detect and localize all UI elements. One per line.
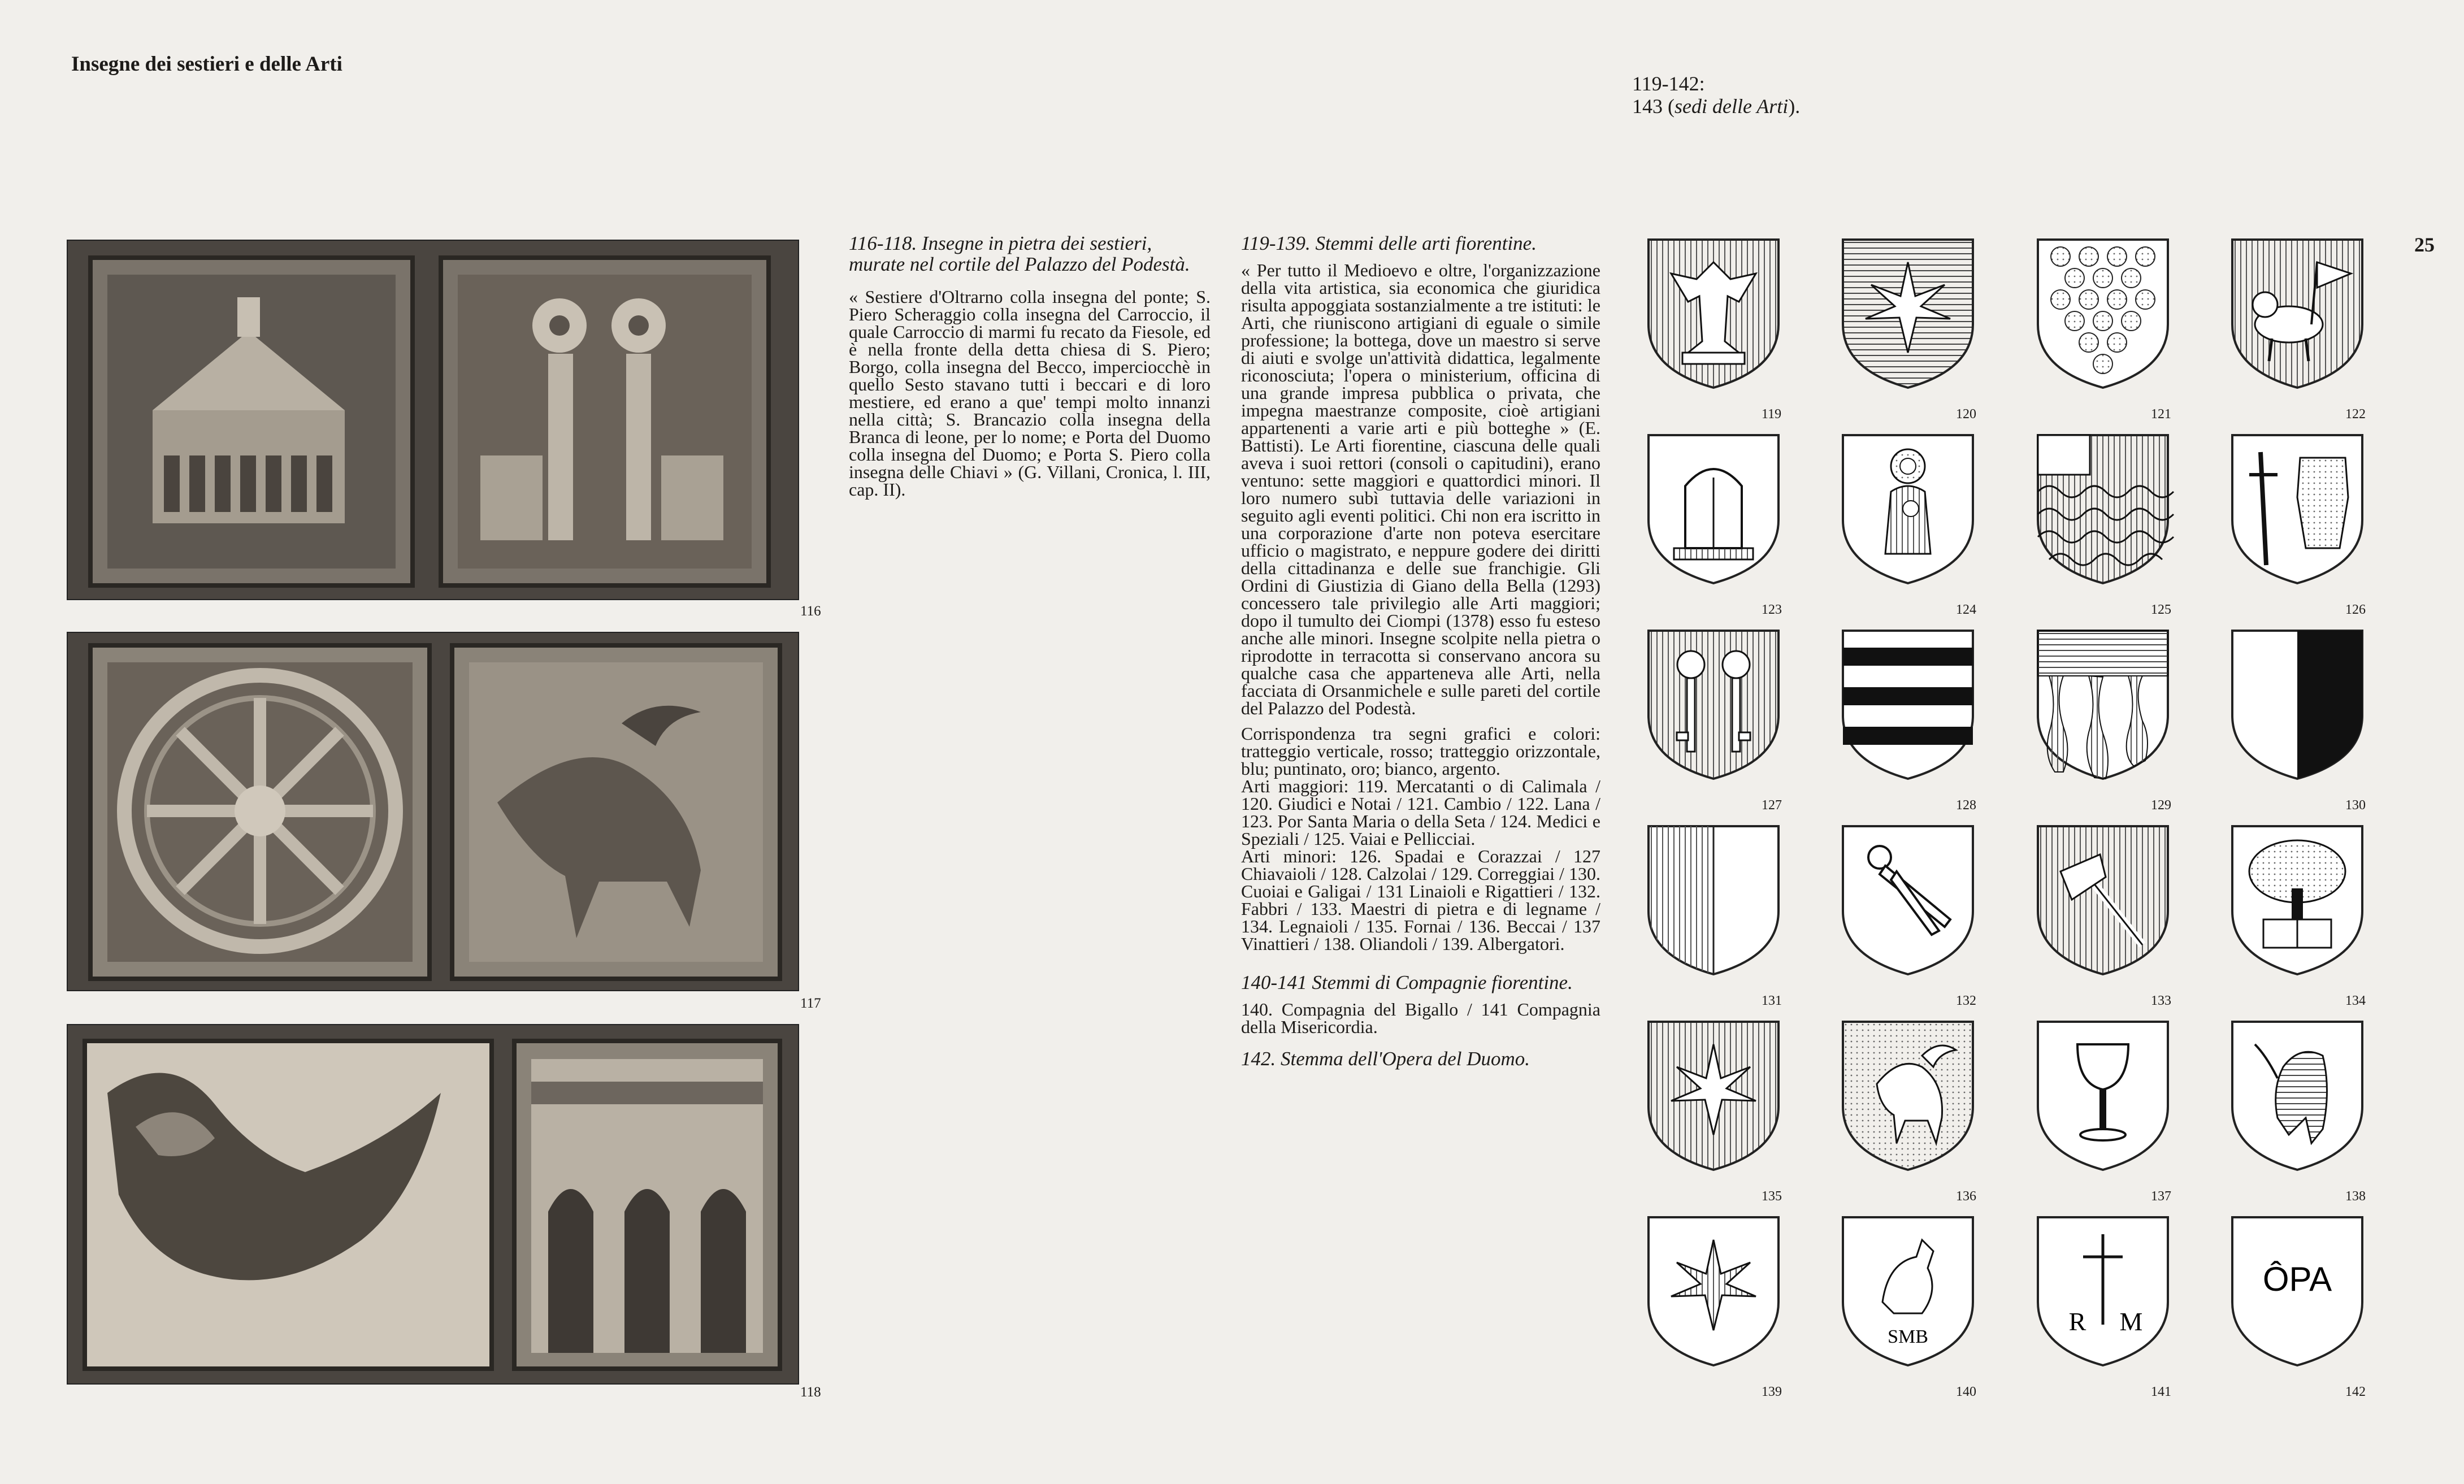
photo-117 xyxy=(67,632,799,991)
shield-133 xyxy=(2038,826,2168,974)
shield-124 xyxy=(1843,435,1973,583)
shield-138 xyxy=(2232,1022,2362,1170)
page-number: 25 xyxy=(2414,233,2435,256)
shield-number: 119 xyxy=(1762,407,1782,422)
caption-heading: 119-139. Stemmi delle arti fiorentine. xyxy=(1241,232,1537,254)
shield-number: 133 xyxy=(2151,993,2171,1008)
shield-132 xyxy=(1843,826,1973,974)
shield-130 xyxy=(2232,631,2362,779)
shields-grid xyxy=(1639,232,2391,1407)
shield-141-letter-m: M xyxy=(2119,1307,2143,1336)
shield-121 xyxy=(2038,240,2168,388)
caption-heading: 140-141 Stemmi di Compagnie fiorentine. xyxy=(1241,971,1573,993)
shield-number: 135 xyxy=(1762,1189,1782,1204)
shield-140-initials: SMB xyxy=(1888,1326,1928,1347)
photo-116-relief xyxy=(68,241,798,599)
photo-116 xyxy=(67,240,799,600)
shield-number: 121 xyxy=(2151,407,2171,422)
photo-118-relief xyxy=(68,1025,798,1383)
arti-maggiori: Arti maggiori: 119. Mercatanti o di Calimala / 120. Giudici e Notai / 121. Cambio / 122. Lana / 123. Por Santa Maria o della Seta / 124. Medici e Speziali / 125. Vaiai e Pellicciai. xyxy=(1241,776,1600,849)
photo-number: 117 xyxy=(800,996,821,1011)
shield-125 xyxy=(2038,435,2174,583)
photo-number: 118 xyxy=(800,1385,821,1400)
arti-minori: Arti minori: 126. Spadai e Corazzai / 127 Chiavaioli / 128. Calzolai / 129. Correggiai / 130. Cuoiai e Galigai / 131 Linaioli e Rigattieri / 132. Fabbri / 133. Maestri di pietra e di legname / 134. Legnaioli / 135. Fornai / 136. Beccai / 137 Vinattieri / 138. Oliandoli / 139. Albergatori. xyxy=(1241,846,1600,954)
shield-141 xyxy=(2038,1217,2168,1365)
shield-120 xyxy=(1843,240,1973,388)
shield-137 xyxy=(2038,1022,2168,1170)
shield-119 xyxy=(1649,240,1778,388)
shield-123 xyxy=(1649,435,1778,583)
shield-number: 137 xyxy=(2151,1189,2171,1204)
shield-129 xyxy=(2038,631,2168,779)
shield-number: 130 xyxy=(2345,798,2366,813)
shield-number: 127 xyxy=(1762,798,1782,813)
shield-128 xyxy=(1843,631,1973,779)
shield-number: 124 xyxy=(1956,602,1976,617)
shield-135 xyxy=(1649,1022,1778,1170)
shield-number: 128 xyxy=(1956,798,1976,813)
shield-141-letter-r: R xyxy=(2068,1307,2086,1336)
shield-number: 136 xyxy=(1956,1189,1976,1204)
cross-reference xyxy=(1632,72,1800,118)
shield-number: 122 xyxy=(2345,407,2366,422)
shield-number: 140 xyxy=(1956,1385,1976,1399)
reference-line-1: 119-142: xyxy=(1632,72,1705,95)
shield-number: 123 xyxy=(1762,602,1782,617)
caption-heading: 116-118. Insegne in pietra dei sestieri, murate nel cortile del Palazzo del Podestà. xyxy=(849,232,1190,275)
shield-number: 131 xyxy=(1762,993,1782,1008)
shield-number: 125 xyxy=(2151,602,2171,617)
caption-text: 140. Compagnia del Bigallo / 141 Compagnia della Misericordia. xyxy=(1241,999,1600,1037)
shield-number: 134 xyxy=(2345,993,2366,1008)
photo-118 xyxy=(67,1024,799,1385)
shield-number: 120 xyxy=(1956,407,1976,422)
caption-heading: 142. Stemma dell'Opera del Duomo. xyxy=(1241,1048,1530,1070)
color-legend: Corrispondenza tra segni grafici e colori: tratteggio verticale, rosso; tratteggio orizzontale, blu; puntinato, oro; bianco, argento. xyxy=(1241,723,1600,779)
shield-number: 126 xyxy=(2345,602,2366,617)
shield-122 xyxy=(2232,240,2362,388)
photo-number: 116 xyxy=(800,604,821,619)
reference-line-2: 143 (sedi delle Arti). xyxy=(1632,95,1801,118)
shield-126 xyxy=(2232,435,2362,583)
shield-number: 132 xyxy=(1956,993,1976,1008)
caption-text: « Sestiere d'Oltrarno colla insegna del ponte; S. Piero Scheraggio colla insegna del Carroccio, il quale Carroccio di marmi fu recato da Fiesole, ed è nella fronte della detta chiesa di S. Piero; Borgo, colla insegna del Becco, imperciocchè in quello Sesto stavano tutti i beccari e di loro mestiere, ed erano a que' tempi molto innanzi nella città; S. Brancazio colla insegna della Branca di leone, per lo nome; e Porta del Duomo colla insegna del Duomo; e Porta S. Piero colla insegna delle Chiavi » (G. Villani, Cronica, l. III, cap. II). xyxy=(849,287,1211,500)
shield-number: 142 xyxy=(2345,1385,2366,1399)
shield-142-motto: ÔPA xyxy=(2262,1260,2332,1298)
shield-140 xyxy=(1843,1217,1973,1365)
shield-number: 141 xyxy=(2151,1385,2171,1399)
shield-136 xyxy=(1843,1022,1973,1170)
shield-139 xyxy=(1649,1217,1778,1365)
shield-131 xyxy=(1649,826,1778,974)
caption-116-118 xyxy=(849,233,1211,498)
shield-127 xyxy=(1649,631,1778,779)
shield-142 xyxy=(2232,1217,2362,1365)
shield-number: 139 xyxy=(1762,1385,1782,1399)
shield-134 xyxy=(2232,826,2362,974)
caption-text: « Per tutto il Medioevo e oltre, l'organizzazione della vita artistica, sia economica che giuridica risulta appoggiata sostanzialmente a tre istituti: le Arti, che riuniscono artigiani di eguale o simile professione; la bottega, dove un maestro si serve di aiuti e svolge un'attività didattica, legalmente riconosciuta; l'opera o ministerium, officina di una grande impresa pubblica o privata, che impegna maestranze composite, cioè artigiani appartenenti a varie arti e più botteghe » (E. Battisti). Le Arti fiorentine, ciascuna delle quali aveva i suoi rettori (consoli o capitudini), erano ventuno: sette maggiori e quattordici minori. Il loro numero subì tuttavia delle variazioni in seguito agli eventi politici. Chi non era iscritto in una corporazione d'arte non poteva esercitare ufficio o magistrato, e neppure godere dei diritti della cittadinanza e delle sue franchigie. Gli Ordini di Giustizia di Giano della Bella (1293) concessero tale privilegio alle Arti maggiori; dopo il tumulto dei Ciompi (1378) esso fu esteso anche alle minori. Insegne scolpite nella pietra o riprodotte in terracotta si conservano ancora su qualche casa che apparteneva alle Arti, nella facciata di Orsanmichele e sulle pareti del cortile del Palazzo del Podestà. xyxy=(1241,260,1600,718)
shield-number: 129 xyxy=(2151,798,2171,813)
shield-number: 138 xyxy=(2345,1189,2366,1204)
photo-117-relief xyxy=(68,633,798,990)
running-head: Insegne dei sestieri e delle Arti xyxy=(71,53,342,76)
caption-119-139 xyxy=(1241,233,1600,1069)
